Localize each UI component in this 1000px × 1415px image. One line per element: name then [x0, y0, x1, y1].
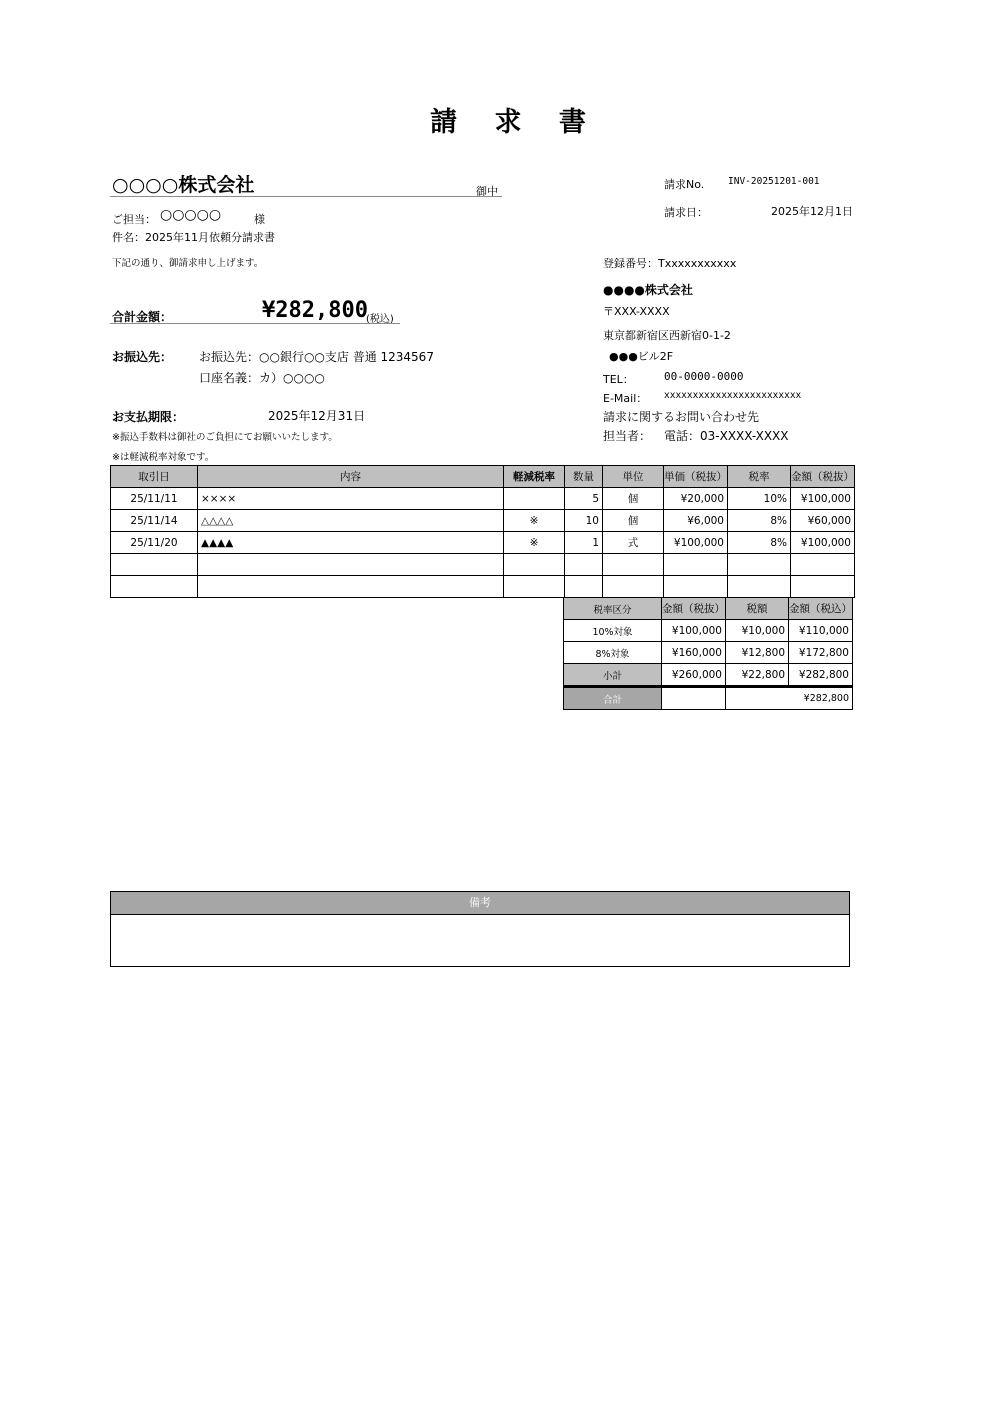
cell-amount	[791, 576, 855, 598]
cell-unit	[603, 554, 664, 576]
header-date: 取引日	[111, 466, 198, 488]
summary-header-row	[564, 598, 853, 620]
summary-subtotal-gross: ¥282,800	[789, 664, 853, 687]
table-row	[564, 664, 853, 687]
issuer-email-label: E-Mail：	[603, 392, 648, 405]
cell-quantity: 10	[565, 510, 603, 532]
table-row	[111, 488, 855, 510]
fee-note: ※振込手数料は御社のご負担にてお願いいたします。	[112, 432, 338, 443]
remarks-box	[110, 891, 850, 967]
due-date-label: お支払期限：	[112, 410, 185, 424]
issuer-address-2: ●●●ビル2F	[609, 350, 674, 363]
header-amount: 金額（税抜）	[791, 466, 855, 488]
cell-tax-rate	[728, 576, 791, 598]
cell-amount: ¥100,000	[791, 532, 855, 554]
cell-description: ▲▲▲▲	[198, 532, 504, 554]
invoice-subject: 件名：2025年11月依頼分請求書	[112, 231, 275, 244]
summary-header-category: 税率区分	[564, 598, 662, 620]
invoice-date-label: 請求日：	[664, 206, 708, 219]
cell-unit-price: ¥100,000	[664, 532, 728, 554]
table-row	[111, 554, 855, 576]
cell-unit-price: ¥20,000	[664, 488, 728, 510]
contact-suffix: 様	[254, 213, 265, 226]
invoice-no-label: 請求No.	[664, 178, 705, 191]
total-amount-tax-note: (税込)	[366, 314, 394, 325]
cell-unit: 式	[603, 532, 664, 554]
cell-date	[111, 554, 198, 576]
table-row	[564, 620, 853, 642]
invoice-intro: 下記の通り、御請求申し上げます。	[112, 258, 264, 269]
cell-amount	[791, 554, 855, 576]
cell-quantity	[565, 554, 603, 576]
summary-tax: ¥12,800	[726, 642, 789, 664]
cell-reduced-rate	[504, 554, 565, 576]
summary-subtotal-net: ¥260,000	[662, 664, 726, 687]
summary-subtotal-tax: ¥22,800	[726, 664, 789, 687]
bank-label: お振込先：	[112, 350, 173, 364]
cell-unit: 個	[603, 510, 664, 532]
cell-date: 25/11/20	[111, 532, 198, 554]
contact-name: ○○○○○	[160, 207, 222, 223]
cell-reduced-rate: ※	[504, 510, 565, 532]
client-name: ○○○○株式会社	[112, 174, 255, 196]
due-date-value: 2025年12月31日	[268, 409, 366, 423]
items-table	[110, 465, 855, 598]
issuer-company: ●●●●株式会社	[603, 283, 693, 297]
cell-reduced-rate	[504, 488, 565, 510]
summary-header-tax: 税額	[726, 598, 789, 620]
cell-unit-price: ¥6,000	[664, 510, 728, 532]
cell-description: ××××	[198, 488, 504, 510]
summary-category: 10%対象	[564, 620, 662, 642]
items-header-row	[111, 466, 855, 488]
summary-gross: ¥110,000	[789, 620, 853, 642]
document-title: 請 求 書	[430, 107, 600, 138]
tax-summary-table	[563, 597, 853, 710]
person-contact: 電話：03-XXXX-XXXX	[664, 429, 789, 443]
client-underline	[110, 196, 502, 197]
cell-unit: 個	[603, 488, 664, 510]
cell-unit	[603, 576, 664, 598]
header-unit: 単位	[603, 466, 664, 488]
cell-tax-rate	[728, 554, 791, 576]
table-row	[111, 576, 855, 598]
summary-net: ¥160,000	[662, 642, 726, 664]
inquiry-label: 請求に関するお問い合わせ先	[603, 410, 760, 424]
summary-total-value: ¥282,800	[726, 687, 853, 710]
bank-details: お振込先：○○銀行○○支店 普通 1234567	[199, 350, 434, 364]
summary-total-blank	[662, 687, 726, 710]
summary-total-label: 合計	[564, 687, 662, 710]
header-tax-rate: 税率	[728, 466, 791, 488]
person-label: 担当者：	[603, 429, 652, 443]
total-amount-label: 合計金額：	[112, 310, 173, 324]
cell-quantity: 1	[565, 532, 603, 554]
header-quantity: 数量	[565, 466, 603, 488]
cell-date: 25/11/14	[111, 510, 198, 532]
total-amount-underline	[110, 323, 400, 324]
cell-reduced-rate	[504, 576, 565, 598]
total-amount-value: ¥282,800	[262, 298, 368, 323]
table-row	[111, 532, 855, 554]
summary-category: 8%対象	[564, 642, 662, 664]
cell-description	[198, 554, 504, 576]
issuer-address-1: 東京都新宿区西新宿0-1-2	[603, 329, 731, 342]
cell-date: 25/11/11	[111, 488, 198, 510]
contact-label: ご担当：	[112, 213, 156, 226]
cell-tax-rate: 8%	[728, 532, 791, 554]
summary-tax: ¥10,000	[726, 620, 789, 642]
cell-tax-rate: 10%	[728, 488, 791, 510]
issuer-postal: 〒XXX-XXXX	[603, 305, 670, 318]
reduced-tax-note: ※は軽減税率対象です。	[112, 452, 215, 463]
invoice-no-value: INV-20251201-001	[728, 176, 820, 187]
cell-description	[198, 576, 504, 598]
cell-reduced-rate: ※	[504, 532, 565, 554]
summary-total-row	[564, 687, 853, 710]
table-row	[111, 510, 855, 532]
issuer-tel-label: TEL：	[603, 373, 634, 386]
invoice-date-value: 2025年12月1日	[771, 205, 853, 218]
summary-net: ¥100,000	[662, 620, 726, 642]
cell-quantity	[565, 576, 603, 598]
client-honorific: 御中	[476, 185, 498, 198]
cell-quantity: 5	[565, 488, 603, 510]
header-unit-price: 単価（税抜）	[664, 466, 728, 488]
cell-tax-rate: 8%	[728, 510, 791, 532]
cell-unit-price	[664, 554, 728, 576]
table-row	[564, 642, 853, 664]
issuer-email-value: xxxxxxxxxxxxxxxxxxxxxxxx	[664, 390, 802, 401]
remarks-header: 備考	[111, 892, 849, 915]
account-name: 口座名義：カ）○○○○	[199, 371, 325, 385]
cell-unit-price	[664, 576, 728, 598]
summary-header-gross: 金額（税込）	[789, 598, 853, 620]
cell-description: △△△△	[198, 510, 504, 532]
header-description: 内容	[198, 466, 504, 488]
cell-amount: ¥60,000	[791, 510, 855, 532]
header-reduced-rate: 軽減税率	[504, 466, 565, 488]
cell-date	[111, 576, 198, 598]
registration-number: 登録番号：Txxxxxxxxxxx	[603, 257, 737, 270]
summary-gross: ¥172,800	[789, 642, 853, 664]
cell-amount: ¥100,000	[791, 488, 855, 510]
summary-header-net: 金額（税抜）	[662, 598, 726, 620]
issuer-tel-value: 00-0000-0000	[664, 370, 744, 383]
summary-subtotal-label: 小計	[564, 664, 662, 687]
